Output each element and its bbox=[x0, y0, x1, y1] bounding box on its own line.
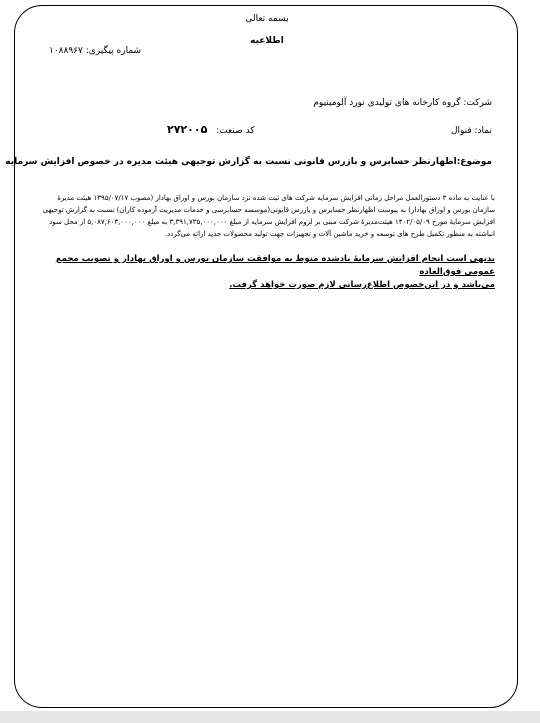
tracking-label: شماره پیگیری: bbox=[85, 46, 142, 56]
industry-code-value: ۲۷۲۰۰۵ bbox=[167, 123, 208, 136]
industry-code bbox=[167, 123, 255, 136]
stock-symbol: نماد: فنوال bbox=[450, 126, 492, 136]
bismillah-heading: بسمه تعالی bbox=[245, 14, 289, 24]
industry-code-label: کد صنعت: bbox=[216, 126, 255, 136]
body-line: سازمان بورس و اوراق بهادار) به پیوست اظهارنظر حسابرس و بازرس قانونی(موسسه حسابرسی و خدمات مدیریت آزموده کاران) نسبت به گزارش توجیهی bbox=[42, 206, 495, 214]
conclusion-paragraph bbox=[29, 253, 495, 292]
subject-line: موضوع:اظهارنظر حسابرس و بازرس قانونی نسبت به گزارش توجیهی هیئت مدیره در خصوص افزایش سرمایه bbox=[5, 157, 492, 167]
conclusion-line: بدیهی است انجام افزایش سرمایهٔ یادشده منوط به موافقت سازمان بورس و اوراق بهادار و تصویب مجمع عمومی فوق‌العاده bbox=[55, 254, 495, 277]
tracking-number bbox=[49, 46, 141, 56]
body-paragraph bbox=[29, 192, 495, 240]
body-line: افزایش سرمایهٔ مورخ ۱۴۰۲/۰۵/۰۹ هیئت‌مدیرهٔ شرکت مبنی بر لزوم افزایش سرمایه از مبلغ ۳,۳۹۱,۷۳۵,۰۰۰,۰۰۰ به مبلغ ۵,۰۸۷,۶۰۳,۰۰۰,۰۰۰ از محل سود bbox=[49, 218, 495, 226]
notice-title: اطلاعیه bbox=[250, 36, 284, 46]
notice-page bbox=[5, 5, 518, 708]
conclusion-line: می‌باشد و در این‌خصوص اطلاع‌رسانی لازم صورت خواهد گرفت. bbox=[229, 280, 495, 290]
tracking-value: ۱۰۸۸۹۶۷ bbox=[49, 46, 83, 56]
body-line: انباشته به منظور تکمیل طرح های توسعه و خرید ماشین آلات و تجهیزات جهت تولید محصولات جدید ارائه می‌گردد. bbox=[164, 230, 495, 238]
bottom-scroll-strip bbox=[0, 711, 540, 723]
body-line: با عنایت به ماده ۳ دستورالعمل مراحل زمانی افزایش سرمایه شرکت های ثبت شده نزد سازمان بورس و اوراق بهادار (مصوب ۱۳۹۵/۰۷/۱۷ هیئت مدیرهٔ bbox=[57, 194, 495, 202]
company-name: شرکت: گروه کارخانه های تولیدی نورد آلومینیوم bbox=[313, 98, 492, 108]
